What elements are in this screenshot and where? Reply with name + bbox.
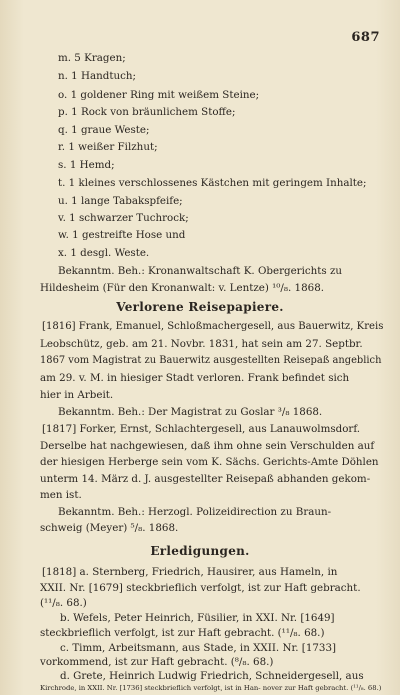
entry-line: unterm 14. März d. J. ausgestellter Reisepaß abhanden gekom- — [40, 473, 371, 485]
list-item: w. 1 gestreifte Hose und — [58, 229, 186, 241]
list-item: q. 1 graue Weste; — [58, 124, 150, 136]
list-item: r. 1 weißer Filzhut; — [58, 141, 158, 153]
list-item: s. 1 Hemd; — [58, 159, 115, 171]
entry-line: XXII. Nr. [1679] steckbrieflich verfolgt, ist zur Haft gebracht. — [40, 582, 361, 594]
section-heading: Erledigungen. — [150, 544, 250, 558]
entry-line: schweig (Meyer) ⁵/₈. 1868. — [40, 522, 179, 534]
entry-line: d. Grete, Heinrich Ludwig Friedrich, Schneidergesell, aus — [60, 670, 364, 682]
announcement-line: Bekanntm. Beh.: Kronanwaltschaft K. Obergerichts zu — [58, 265, 343, 277]
entry-line: vorkommend, ist zur Haft gebracht. (⁸/₈. 68.) — [40, 656, 274, 668]
entry-line: [1816] Frank, Emanuel, Schloßmachergesell, aus Bauerwitz, Kreis — [42, 321, 384, 332]
entry-line: b. Wefels, Peter Heinrich, Füsilier, in XXI. Nr. [1649] — [60, 612, 335, 624]
page-number: 687 — [351, 30, 380, 45]
entry-line: am 29. v. M. in hiesiger Stadt verloren. Frank befindet sich — [40, 372, 350, 384]
entry-line: Derselbe hat nachgewiesen, daß ihm ohne sein Verschulden auf — [40, 440, 375, 452]
entry-line: (¹¹/₈. 68.) — [40, 597, 87, 609]
entry-line: hier in Arbeit. — [40, 389, 114, 401]
entry-line: Bekanntm. Beh.: Der Magistrat zu Goslar ³/₈ 1868. — [58, 406, 323, 418]
list-item: u. 1 lange Tabakspfeife; — [58, 195, 183, 207]
list-item: v. 1 schwarzer Tuchrock; — [58, 212, 189, 224]
list-item: t. 1 kleines verschlossenes Kästchen mit geringem Inhalte; — [58, 177, 367, 189]
entry-line: Bekanntm. Beh.: Herzogl. Polizeidirection zu Braun- — [58, 506, 332, 518]
entry-line: der hiesigen Herberge sein vom K. Sächs. Gerichts-Amte Döhlen — [40, 456, 379, 468]
entry-line: men ist. — [40, 489, 82, 501]
list-item: x. 1 desgl. Weste. — [58, 247, 150, 259]
list-item: p. 1 Rock von bräunlichem Stoffe; — [58, 106, 236, 118]
entry-line: Leobschütz, geb. am 21. Novbr. 1831, hat sein am 27. Septbr. — [40, 338, 363, 350]
list-item: m. 5 Kragen; — [58, 52, 126, 64]
list-item: n. 1 Handtuch; — [58, 70, 136, 82]
section-heading: Verlorene Reisepapiere. — [116, 300, 284, 314]
entry-line: steckbrieflich verfolgt, ist zur Haft gebracht. (¹¹/₈. 68.) — [40, 627, 325, 639]
entry-line: [1818] a. Sternberg, Friedrich, Hausirer, aus Hameln, in — [42, 566, 338, 578]
entry-line: [1817] Forker, Ernst, Schlachtergesell, aus Lanauwolmsdorf. — [42, 423, 361, 435]
entry-line: c. Timm, Arbeitsmann, aus Stade, in XXII. Nr. [1733] — [60, 642, 337, 654]
list-item: o. 1 goldener Ring mit weißem Steine; — [58, 89, 260, 101]
entry-line: Kirchrode, in XXII. Nr. [1736] steckbrieflich verfolgt, ist in Han- nover zur Haft gebracht. (¹¹/₈. 68.) — [40, 684, 382, 692]
entry-line: 1867 vom Magistrat zu Bauerwitz ausgestellten Reisepaß angeblich — [40, 355, 382, 366]
announcement-line: Hildesheim (Für den Kronanwalt: v. Lentze) ¹⁰/₈. 1868. — [40, 282, 325, 294]
